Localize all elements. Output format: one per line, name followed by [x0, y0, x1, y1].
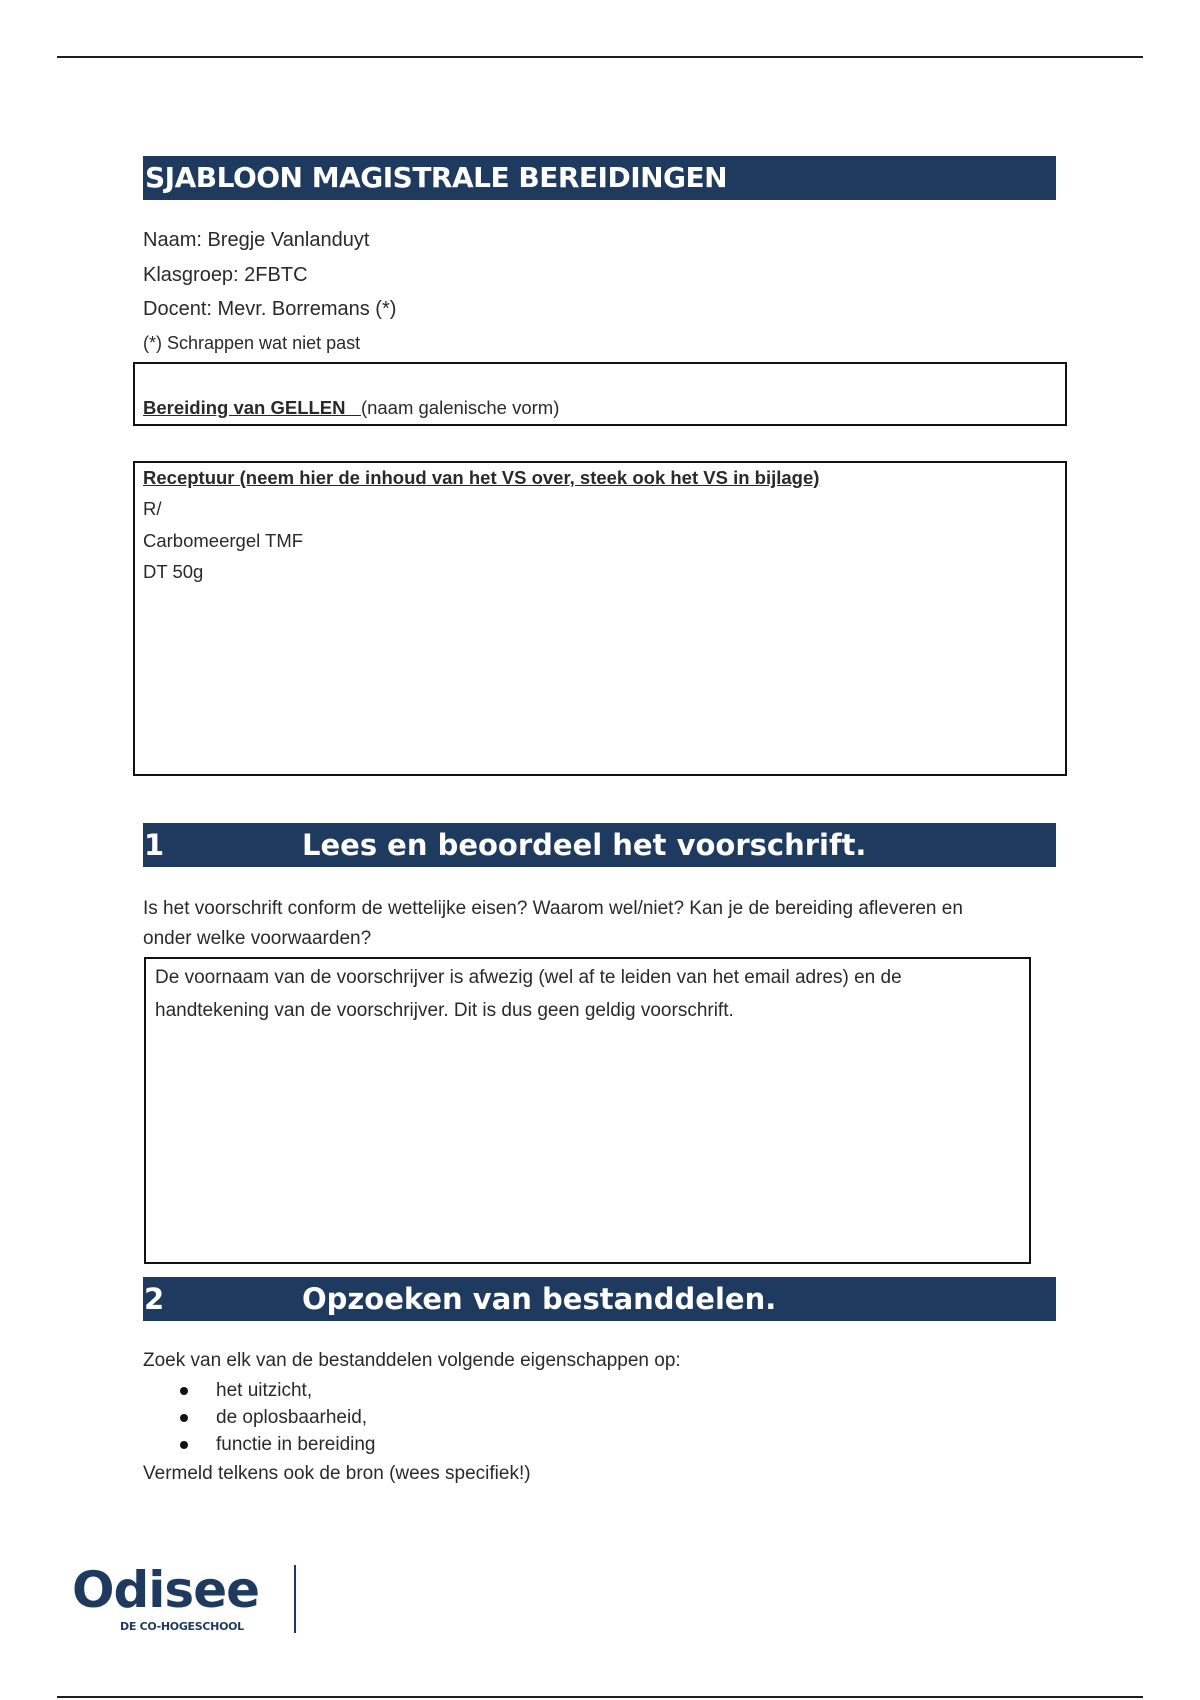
section-1-banner: [143, 823, 1056, 867]
bullet-icon: [180, 1414, 188, 1422]
section-1-title: Lees en beoordeel het voorschrift.: [302, 828, 867, 862]
list-item-label: functie in bereiding: [216, 1434, 376, 1455]
receptuur-line: R/: [143, 498, 162, 519]
strike-note: (*) Schrappen wat niet past: [143, 333, 361, 353]
receptuur-line: Carbomeergel TMF: [143, 530, 304, 551]
section-1-question: Is het voorschrift conform de wettelijke eisen? Waarom wel/niet? Kan je de bereiding afleveren en: [143, 898, 963, 919]
logo-divider: [294, 1565, 296, 1633]
section-2-intro: Zoek van elk van de bestanddelen volgende eigenschappen op:: [143, 1350, 681, 1371]
student-class: Klasgroep: 2FBTC: [143, 264, 308, 286]
logo-tagline: DE CO-HOGESCHOOL: [120, 1620, 244, 1633]
section-1-answer: De voornaam van de voorschrijver is afwezig (wel af te leiden van het email adres) en de handtekening van de voorschrijver. Dit is dus geen geldig voorschrift.: [155, 967, 902, 1021]
receptuur-heading: Receptuur (neem hier de inhoud van het VS over, steek ook het VS in bijlage): [143, 467, 820, 488]
list-item-label: het uitzicht,: [216, 1380, 313, 1401]
list-item: [143, 1431, 376, 1458]
bereiding-hint: (naam galenische vorm): [360, 397, 560, 418]
odisee-logo: [72, 1560, 312, 1640]
section-2-number: 2: [144, 1282, 165, 1316]
bereiding-line: [143, 397, 559, 419]
student-teacher: Docent: Mevr. Borremans (*): [143, 298, 397, 320]
section-2-title: Opzoeken van bestanddelen.: [302, 1282, 777, 1316]
bullet-icon: [180, 1387, 188, 1395]
list-item-label: de oplosbaarheid,: [216, 1407, 368, 1428]
bullet-icon: [180, 1441, 188, 1449]
receptuur-line: DT 50g: [143, 561, 204, 582]
section-2-outro: Vermeld telkens ook de bron (wees specifiek!): [143, 1463, 531, 1484]
bottom-rule: [57, 1696, 1143, 1698]
section-1-answer-box[interactable]: [144, 957, 1031, 1264]
template-title: SJABLOON MAGISTRALE BEREIDINGEN: [143, 156, 1056, 200]
bereiding-box: [133, 362, 1067, 426]
top-rule: [57, 56, 1143, 58]
receptuur-box: [133, 461, 1067, 776]
section-1-question: onder welke voorwaarden?: [143, 928, 372, 949]
logo-wordmark: Odisee: [72, 1561, 260, 1619]
list-item: [143, 1377, 376, 1404]
list-item: [143, 1404, 376, 1431]
property-list: [143, 1377, 376, 1458]
bereiding-label: Bereiding van GELLEN: [143, 397, 361, 418]
section-1-number: 1: [144, 828, 165, 862]
student-name: Naam: Bregje Vanlanduyt: [143, 229, 370, 251]
section-2-banner: [143, 1277, 1056, 1321]
